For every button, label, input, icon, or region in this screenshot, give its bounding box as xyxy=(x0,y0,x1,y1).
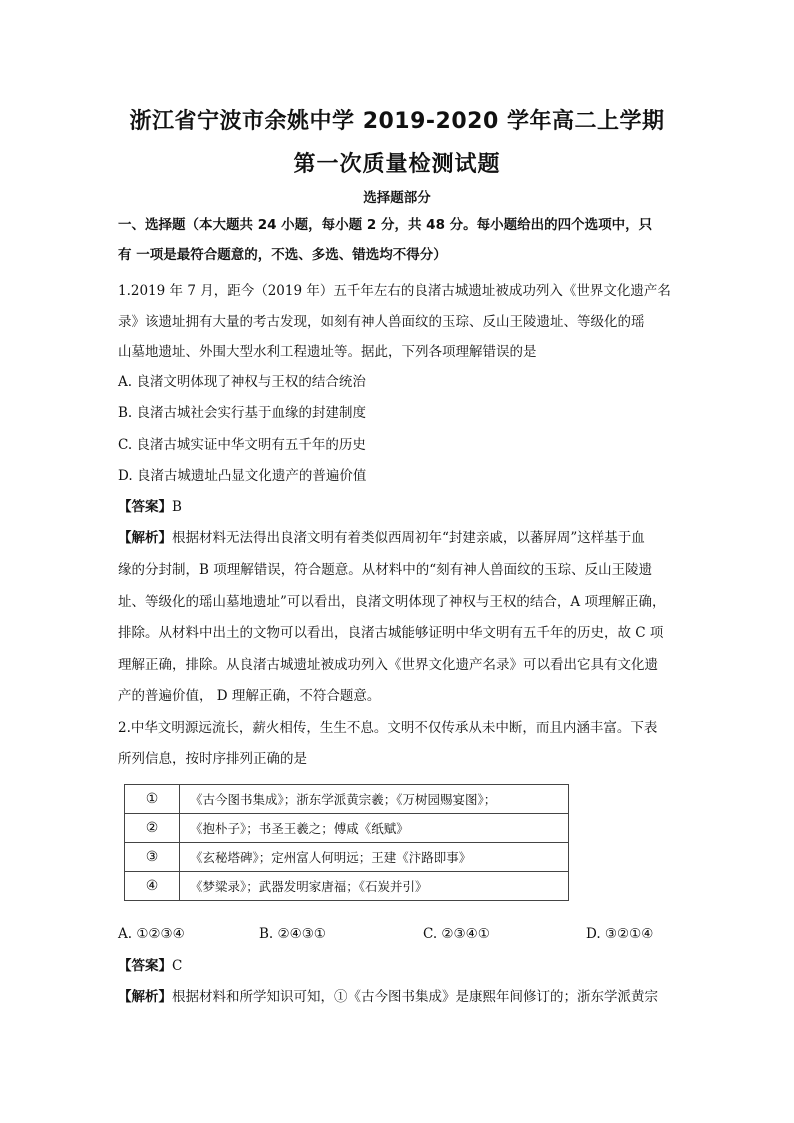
q1-stem-line: 1.2019 年 7 月，距今（2019 年）五千年左右的良渚古城遗址被成功列入《世界文化遗产名 xyxy=(118,283,671,299)
q2-stem-line: 2.中华文明源远流长，薪火相传，生生不息。文明不仅传承从未中断，而且内涵丰富。下表 xyxy=(118,720,658,736)
q1-analysis-line: 址、等级化的瑶山墓地遗址”可以看出，良渚文明体现了神权与王权的结合，A 项理解正确， xyxy=(118,594,666,610)
q1-analysis-line: 排除。从材料中出土的文物可以看出，良渚古城能够证明中华文明有五千年的历史，故 C 项 xyxy=(118,625,664,641)
row-number: ② xyxy=(125,814,180,843)
answer-tag: 【答案】 xyxy=(118,958,172,974)
answer-tag: 【答案】 xyxy=(118,499,172,515)
section-heading: 选择题部分 xyxy=(363,190,431,206)
doc-title-line1: 浙江省宁波市余姚中学 2019-2020 学年高二上学期 xyxy=(129,109,665,134)
q1-analysis-line: 理解正确，排除。从良渚古城遗址被成功列入《世界文化遗产名录》可以看出它具有文化遗 xyxy=(118,657,658,673)
table-row xyxy=(125,785,569,814)
analysis-tag: 【解析】 xyxy=(118,989,172,1005)
q1-stem-line: 录》该遗址拥有大量的考古发现，如刻有神人兽面纹的玉琮、反山王陵遗址、等级化的瑶 xyxy=(118,314,645,330)
row-text: 《古今图书集成》；浙东学派黄宗羲；《万树园赐宴图》； xyxy=(180,785,569,814)
analysis-text: 根据材料无法得出良渚文明有着类似西周初年“封建亲戚，以蕃屏周”这样基于血 xyxy=(172,530,645,546)
table-row xyxy=(125,814,569,843)
instructions-line1: 一、选择题（本大题共 24 小题，每小题 2 分，共 48 分。每小题给出的四个选项中，只 xyxy=(118,217,653,233)
row-number: ① xyxy=(125,785,180,814)
analysis-tag: 【解析】 xyxy=(118,530,172,546)
row-text: 《梦粱录》；武器发明家唐福；《石炭并引》 xyxy=(180,872,569,901)
row-number: ③ xyxy=(125,843,180,872)
instructions-line2: 有 一项是最符合题意的，不选、多选、错选均不得分） xyxy=(118,247,447,263)
table-row xyxy=(125,872,569,901)
q2-info-table xyxy=(124,784,569,901)
q2-stem-line: 所列信息，按时序排列正确的是 xyxy=(118,751,307,767)
q2-option-c: C. ②③④① xyxy=(423,926,490,942)
q1-option-d: D. 良渚古城遗址凸显文化遗产的普遍价值 xyxy=(118,468,367,484)
q2-analysis-line xyxy=(118,988,688,1006)
table-row xyxy=(125,843,569,872)
q1-option-a: A. 良渚文明体现了神权与王权的结合统治 xyxy=(118,374,366,390)
q2-answer xyxy=(118,957,688,975)
q1-stem-line: 山墓地遗址、外围大型水利工程遗址等。据此，下列各项理解错误的是 xyxy=(118,344,537,360)
answer-value: B xyxy=(172,499,182,515)
q2-option-b: B. ②④③① xyxy=(259,926,326,942)
row-text: 《玄秘塔碑》；定州富人何明远；王建《汴路即事》 xyxy=(180,843,569,872)
q1-analysis-line: 产的普遍价值， D 理解正确，不符合题意。 xyxy=(118,688,381,704)
q1-answer xyxy=(118,498,688,516)
q1-analysis-line: 缘的分封制，B 项理解错误，符合题意。从材料中的“刻有神人兽面纹的玉琮、反山王陵遗 xyxy=(118,562,653,578)
q1-option-b: B. 良渚古城社会实行基于血缘的封建制度 xyxy=(118,405,367,421)
q1-analysis-line xyxy=(118,529,688,547)
q2-option-d: D. ③②①④ xyxy=(586,926,654,942)
row-number: ④ xyxy=(125,872,180,901)
q2-option-a: A. ①②③④ xyxy=(118,926,185,942)
doc-title-line2: 第一次质量检测试题 xyxy=(293,152,501,177)
analysis-text: 根据材料和所学知识可知，①《古今图书集成》是康熙年间修订的；浙东学派黄宗 xyxy=(172,989,658,1005)
row-text: 《抱朴子》；书圣王羲之；傅咸《纸赋》 xyxy=(180,814,569,843)
q1-option-c: C. 良渚古城实证中华文明有五千年的历史 xyxy=(118,437,366,453)
answer-value: C xyxy=(172,958,183,974)
